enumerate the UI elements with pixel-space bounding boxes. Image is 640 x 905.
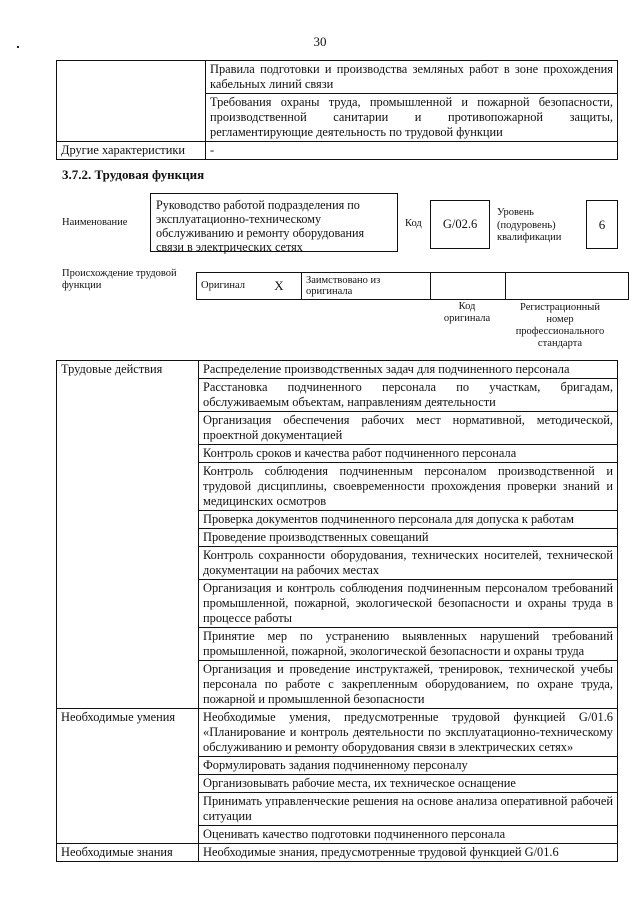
knowledge-item: Требования охраны труда, промышленной и пожарной безопасности, производственной санитарии и противопожарной защиты, регламентирующие деятельность по трудовой функции: [206, 94, 618, 142]
other-characteristics-value: -: [206, 142, 618, 160]
skill-item: Необходимые умения, предусмотренные трудовой функцией G/01.6 «Планирование и контроль деятельности по эксплуатационно-техническому обслуживанию и ремонту оборудования связи в электрических сетях»: [199, 709, 618, 757]
code-original-cell: [431, 273, 506, 300]
labor-action-item: Организация и проведение инструктажей, тренировок, технической учебы персонала по работе с закрепленным оборудованием, по охране труда, пожарной и промышленной безопасности: [199, 661, 618, 709]
skill-item: Принимать управленческие решения на основе анализа оперативной рабочей ситуации: [199, 793, 618, 826]
skill-item: Формулировать задания подчиненному персоналу: [199, 757, 618, 775]
level-label: Уровень (подуровень) квалификации: [497, 207, 562, 243]
labor-action-item: Организация обеспечения рабочих мест нормативной, методической, проектной документацией: [199, 412, 618, 445]
knowledge-item: Необходимые знания, предусмотренные трудовой функцией G/01.6: [199, 844, 618, 862]
name-label: Наименование: [62, 217, 128, 228]
empty-label-cell: [57, 61, 206, 142]
table-row: [57, 361, 618, 379]
labor-action-item: Расстановка подчиненного персонала по участкам, бригадам, обслуживаемым объектам, направлениям деятельности: [199, 379, 618, 412]
labor-action-item: Проверка документов подчиненного персонала для допуска к работам: [199, 511, 618, 529]
level-value-box: 6: [586, 200, 618, 249]
scan-speck: [17, 46, 19, 48]
labor-action-item: Проведение производственных совещаний: [199, 529, 618, 547]
borrowed-label: Заимствовано из оригинала: [302, 273, 431, 300]
skill-item: Оценивать качество подготовки подчиненного персонала: [199, 826, 618, 844]
origin-table: [196, 272, 629, 300]
skills-label: Необходимые умения: [57, 709, 199, 844]
table-row: [197, 273, 629, 300]
function-name-box: Руководство работой подразделения по эксплуатационно-техническому обслуживанию и ремонту оборудования связи в электрических сетях: [150, 193, 398, 252]
other-characteristics-label: Другие характеристики: [57, 142, 206, 160]
labor-actions-label: Трудовые действия: [57, 361, 199, 709]
page-number: 30: [313, 34, 327, 49]
labor-function-table: [56, 360, 618, 862]
continuation-table: [56, 60, 618, 160]
code-label: Код: [405, 218, 422, 229]
table-row: [57, 142, 618, 160]
section-title: 3.7.2. Трудовая функция: [62, 167, 205, 182]
table-row: [57, 709, 618, 757]
labor-action-item: Организация и контроль соблюдения подчиненным персоналом требований промышленной, пожарной, экологической безопасности и охраны труда в процессе работы: [199, 580, 618, 628]
labor-action-item: Контроль сроков и качества работ подчиненного персонала: [199, 445, 618, 463]
labor-action-item: Принятие мер по устранению выявленных нарушений требований промышленной, пожарной, экологической безопасности и охраны труда: [199, 628, 618, 661]
original-label: Оригинал: [197, 273, 258, 300]
table-row: [57, 61, 618, 94]
knowledge-label: Необходимые знания: [57, 844, 199, 862]
labor-action-item: Контроль соблюдения подчиненным персоналом производственной и трудовой дисциплины, своевременности прохождения проверки знаний и медицинских осмотров: [199, 463, 618, 511]
skill-item: Организовывать рабочие места, их техническое оснащение: [199, 775, 618, 793]
reg-number-cell: [506, 273, 629, 300]
knowledge-item: Правила подготовки и производства земляных работ в зоне прохождения кабельных линий связи: [206, 61, 618, 94]
code-value-box: G/02.6: [430, 200, 490, 249]
labor-action-item: Распределение производственных задач для подчиненного персонала: [199, 361, 618, 379]
original-mark: X: [257, 273, 302, 300]
origin-label: Происхождение трудовой функции: [62, 268, 177, 291]
labor-action-item: Контроль сохранности оборудования, технических носителей, технической документации на рабочих местах: [199, 547, 618, 580]
reg-number-label: Регистрационный номер профессионального стандарта: [515, 302, 605, 349]
code-original-label: Код оригинала: [443, 301, 491, 324]
table-row: [57, 844, 618, 862]
